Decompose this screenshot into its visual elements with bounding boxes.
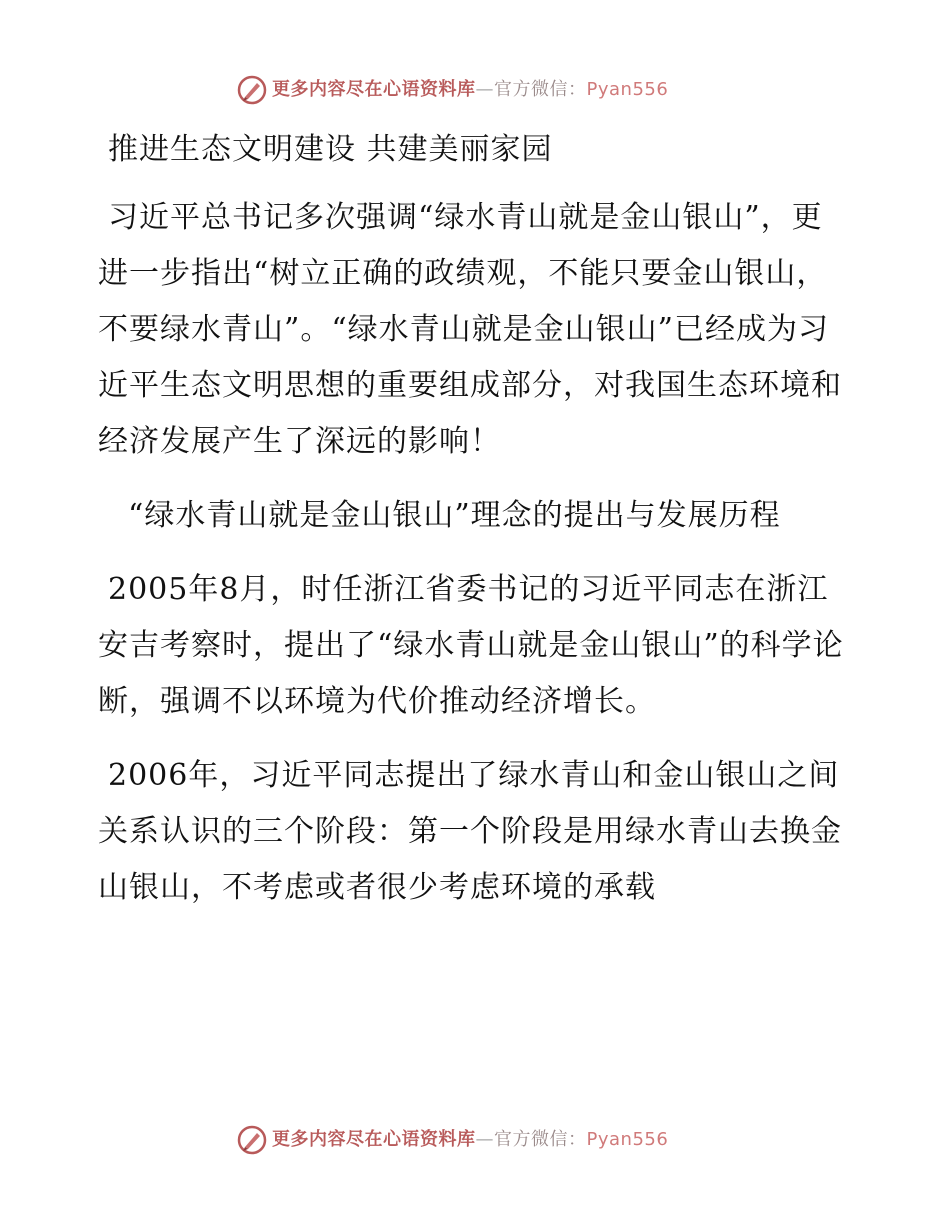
watermark-wechat-id: Pyan556 <box>586 1129 669 1150</box>
watermark-official-label: 官方微信： <box>494 1129 587 1150</box>
pen-logo-icon <box>236 74 268 106</box>
watermark-wechat-id: Pyan556 <box>586 79 669 100</box>
watermark-brand: 更多内容尽在心语资料库 <box>272 1129 476 1150</box>
paragraph-intro: 习近平总书记多次强调“绿水青山就是金山银山”，更进一步指出“树立正确的政绩观，不能只要金山银山，不要绿水青山”。“绿水青山就是金山银山”已经成为习近平生态文明思想的重要组成部分，对我国生态环境和经济发展产生了深远的影响！ <box>98 200 842 459</box>
watermark-official-label: 官方微信： <box>494 79 587 100</box>
watermark-footer <box>236 1120 756 1160</box>
watermark-separator: — <box>475 79 494 100</box>
watermark-brand: 更多内容尽在心语资料库 <box>272 79 476 100</box>
paragraph-section-heading: “绿水青山就是金山银山”理念的提出与发展历程 <box>128 498 781 533</box>
paragraph-2006: 2006年，习近平同志提出了绿水青山和金山银山之间关系认识的三个阶段：第一个阶段是用绿水青山去换金山银山，不考虑或者很少考虑环境的承载 <box>98 758 842 905</box>
paragraph-2005: 2005年8月，时任浙江省委书记的习近平同志在浙江安吉考察时，提出了“绿水青山就是金山银山”的科学论断，强调不以环境为代价推动经济增长。 <box>98 572 844 719</box>
pen-logo-icon <box>236 1124 268 1156</box>
document-body <box>98 122 850 916</box>
watermark-separator: — <box>475 1129 494 1150</box>
document-title: 推进生态文明建设 共建美丽家园 <box>108 132 553 167</box>
watermark-header <box>236 70 756 110</box>
